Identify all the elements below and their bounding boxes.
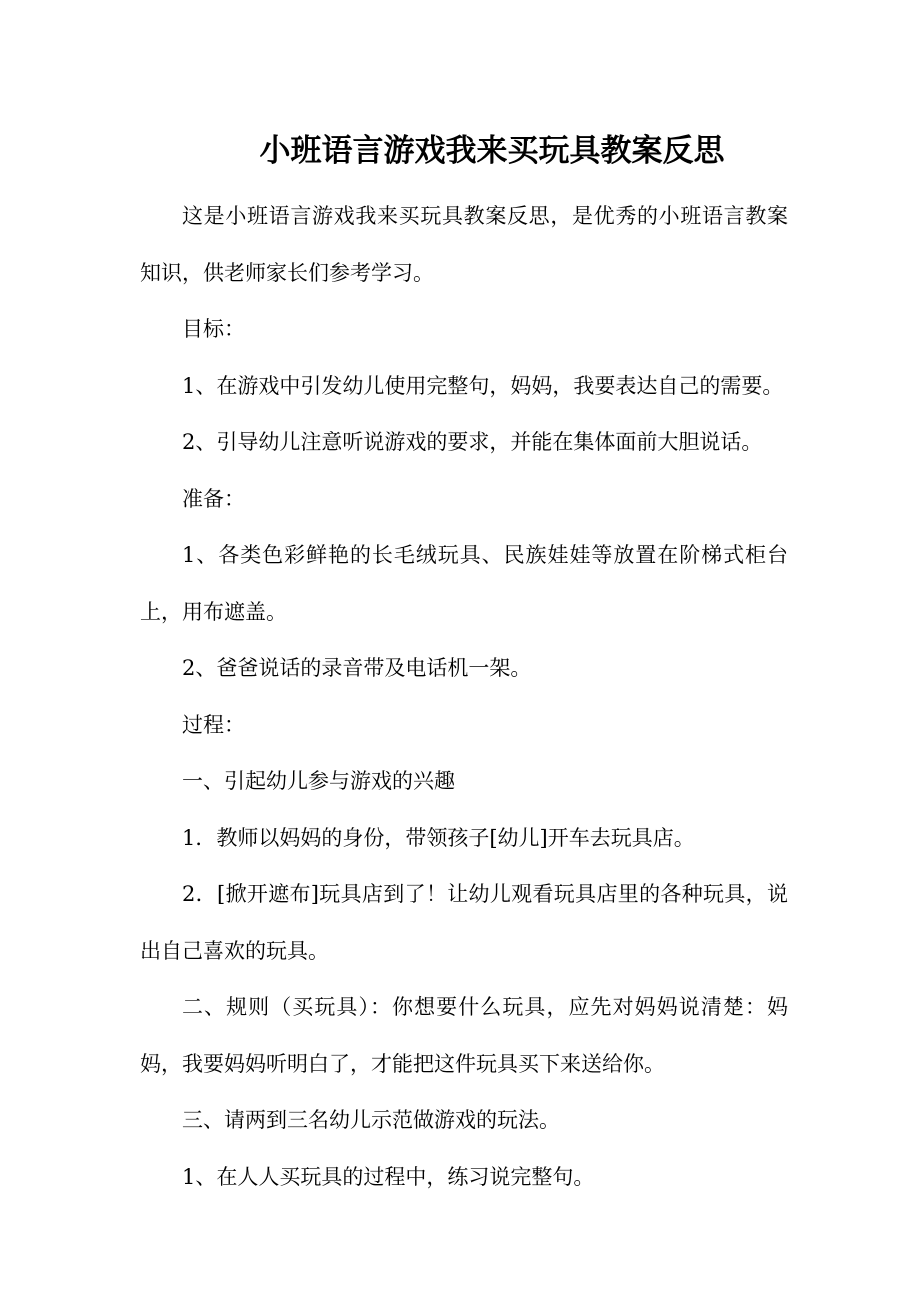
paragraph-process-heading: 过程： xyxy=(182,712,245,737)
paragraph-step-one-2: 2．[掀开遮布]玩具店到了！让幼儿观看玩具店里的各种玩具，说出自己喜欢的玩具。 xyxy=(140,882,788,963)
paragraph-intro: 这是小班语言游戏我来买玩具教案反思，是优秀的小班语言教案知识，供老师家长们参考学习。 xyxy=(140,204,788,285)
paragraph-prep-heading: 准备： xyxy=(182,486,245,511)
paragraph-goal-2: 2、引导幼儿注意听说游戏的要求，并能在集体面前大胆说话。 xyxy=(182,430,763,454)
paragraph-step-one-1: 1．教师以妈妈的身份，带领孩子[幼儿]开车去玩具店。 xyxy=(182,825,695,850)
document-title: 小班语言游戏我来买玩具教案反思 xyxy=(259,132,725,169)
paragraph-prep-1: 1、各类色彩鲜艳的长毛绒玩具、民族娃娃等放置在阶梯式柜台上，用布遮盖。 xyxy=(140,543,788,624)
paragraph-step-one: 一、引起幼儿参与游戏的兴趣 xyxy=(182,769,455,793)
document-body xyxy=(140,188,788,1205)
paragraph-step-two: 二、规则（买玩具）：你想要什么玩具，应先对妈妈说清楚：妈妈，我要妈妈听明白了，才能把这件玩具买下来送给你。 xyxy=(140,995,788,1076)
paragraph-prep-2: 2、爸爸说话的录音带及电话机一架。 xyxy=(182,656,532,680)
paragraph-step-three-1: 1、在人人买玩具的过程中，练习说完整句。 xyxy=(182,1164,595,1189)
paragraph-goals-heading: 目标： xyxy=(182,317,245,341)
paragraph-step-three: 三、请两到三名幼儿示范做游戏的玩法。 xyxy=(182,1108,560,1132)
paragraph-goal-1: 1、在游戏中引发幼儿使用完整句，妈妈，我要表达自己的需要。 xyxy=(182,373,784,398)
